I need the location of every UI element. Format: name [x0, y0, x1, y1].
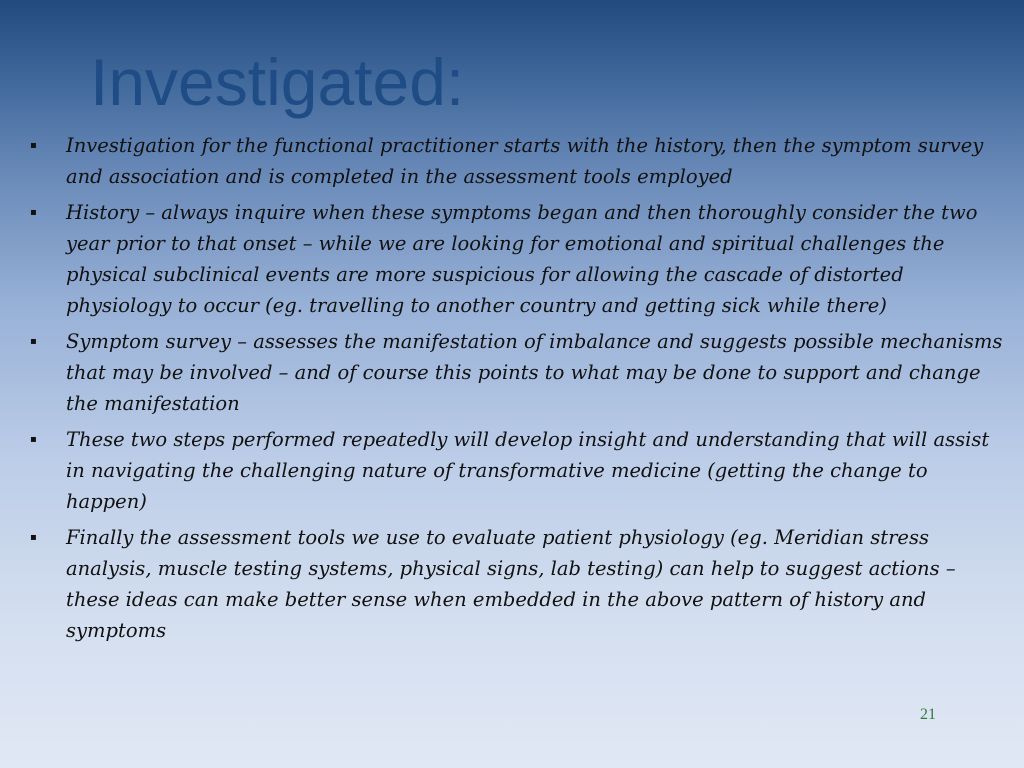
bullet-text: Finally the assessment tools we use to evaluate patient physiology (eg. Meridian stress analysis, muscle testing systems, physical signs, lab testing) can help to suggest actions – these ideas can make better sense when embedded in the above pattern of history and symptoms: [66, 526, 956, 642]
bullet-item: [24, 326, 1014, 419]
bullet-text: Investigation for the functional practitioner starts with the history, then the symptom survey and association and is completed in the assessment tools employed: [66, 134, 984, 188]
bullet-item: [24, 197, 1014, 321]
bullet-marker-icon: ▪: [30, 434, 37, 445]
bullet-item: [24, 130, 1014, 192]
page-number: 21: [920, 706, 936, 723]
bullet-marker-icon: ▪: [30, 532, 37, 543]
bullet-item: [24, 522, 1014, 646]
bullet-text: Symptom survey – assesses the manifestation of imbalance and suggests possible mechanisms that may be involved – and of course this points to what may be done to support and change the manifestation: [66, 330, 1003, 415]
bullet-text: These two steps performed repeatedly will develop insight and understanding that will assist in navigating the challenging nature of transformative medicine (getting the change to happen): [66, 428, 990, 513]
bullet-marker-icon: ▪: [30, 140, 37, 151]
bullet-list: [24, 130, 1014, 651]
slide-title: Investigated:: [90, 45, 465, 119]
bullet-marker-icon: ▪: [30, 336, 37, 347]
bullet-marker-icon: ▪: [30, 207, 37, 218]
bullet-item: [24, 424, 1014, 517]
bullet-text: History – always inquire when these symptoms began and then thoroughly consider the two year prior to that onset – while we are looking for emotional and spiritual challenges the physical subclinical events are more suspicious for allowing the cascade of distorted physiology to occur (eg. travelling to another country and getting sick while there): [66, 201, 978, 317]
